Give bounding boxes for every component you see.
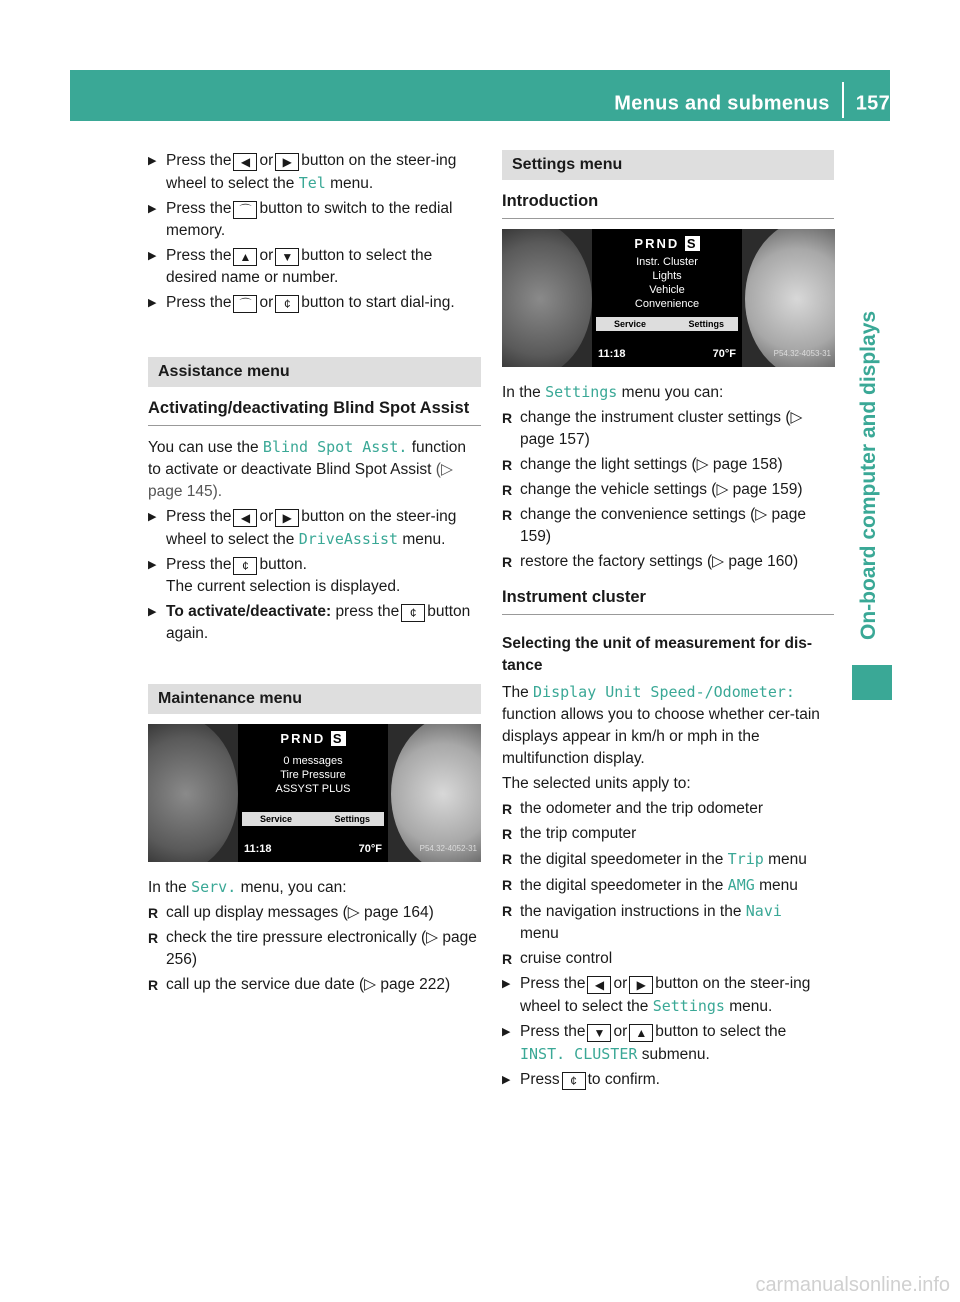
list-item: R call up display messages (▷ page 164) xyxy=(148,902,481,924)
distance-unit-heading: Selecting the unit of measurement for dis-tance xyxy=(502,635,813,674)
left-key: ◀ xyxy=(233,153,257,171)
assist-step-2: ▶ Press the ¢ button. The current selection is displayed. xyxy=(148,554,481,598)
section-title: Menus and submenus xyxy=(614,92,830,115)
tel-step-4: ▶ Press the ⌒ or ¢ button to start dial-ing. xyxy=(148,292,481,314)
down-key: ▼ xyxy=(275,248,299,266)
maintenance-intro: In the Serv. menu, you can: xyxy=(148,878,347,896)
units-apply-text: The selected units apply to: xyxy=(502,775,691,792)
settings-heading: Settings menu xyxy=(502,150,834,180)
instrument-step-2: ▶ Press the ▼ or ▲ button to select the INST. CLUSTER submenu. xyxy=(502,1021,834,1066)
list-item: R cruise control xyxy=(502,948,834,970)
assistance-heading: Assistance menu xyxy=(148,357,481,387)
chapter-tab-label: On-board computer and displays xyxy=(857,310,880,640)
blind-spot-intro: You can use the Blind Spot Asst. function to activate or deactivate Blind Spot Assist (▷ page 145). xyxy=(148,438,467,500)
phone-key: ⌒ xyxy=(233,201,257,219)
settings-intro: In the Settings menu you can: xyxy=(502,383,724,401)
up-key: ▲ xyxy=(233,248,257,266)
list-item: R change the instrument cluster settings (▷ page 157) xyxy=(502,407,834,451)
tel-step-3: ▶ Press the ▲ or ▼ button to select the desired name or number. xyxy=(148,245,481,289)
ok-key: ¢ xyxy=(275,295,299,313)
assist-step-3: ▶ To activate/deactivate: press the ¢ button again. xyxy=(148,601,481,645)
maintenance-cluster-image: PRND S 0 messages Tire Pressure ASSYST PLUS Service Settings 11:18 70°F P54.32-4052-31 xyxy=(148,724,481,862)
cluster-display: PRND S 0 messages Tire Pressure ASSYST PLUS Service Settings 11:18 70°F xyxy=(238,724,388,862)
tel-menu-code: Tel xyxy=(298,174,326,192)
instrument-cluster-subheading: Instrument cluster xyxy=(502,586,834,615)
list-item: R check the tire pressure electronically (▷ page 256) xyxy=(148,927,481,971)
instrument-step-1: ▶ Press the ◀ or ▶ button on the steer-ing wheel to select the Settings menu. xyxy=(502,973,834,1018)
assist-step-1: ▶ Press the ◀ or ▶ button on the steer-ing wheel to select the DriveAssist menu. xyxy=(148,506,481,551)
list-item: R the navigation instructions in the Navi menu xyxy=(502,900,834,945)
instrument-step-3: ▶ Press ¢ to confirm. xyxy=(502,1069,834,1091)
right-column xyxy=(502,150,834,1094)
phone-key: ⌒ xyxy=(233,295,257,313)
list-item: R call up the service due date (▷ page 222) xyxy=(148,974,481,996)
right-key: ▶ xyxy=(275,153,299,171)
settings-cluster-image: PRND S Instr. Cluster Lights Vehicle Convenience Service Settings 11:18 70°F P54.32-4053-31 xyxy=(502,229,835,367)
chapter-tab-marker xyxy=(852,665,892,700)
list-item: R the trip computer xyxy=(502,823,834,845)
maintenance-heading: Maintenance menu xyxy=(148,684,481,714)
cluster-display: PRND S Instr. Cluster Lights Vehicle Convenience Service Settings 11:18 70°F xyxy=(592,229,742,367)
list-item: R change the vehicle settings (▷ page 159) xyxy=(502,479,834,501)
list-item: R change the light settings (▷ page 158) xyxy=(502,454,834,476)
left-column xyxy=(148,150,481,999)
tel-step-2: ▶ Press the ⌒ button to switch to the redial memory. xyxy=(148,198,481,242)
page-number: 157 xyxy=(855,92,890,115)
speedometer-gauge xyxy=(502,229,592,367)
tel-step-1: ▶ Press the ◀ or ▶ button on the steer-ing wheel to select the Tel menu. xyxy=(148,150,481,195)
page-header xyxy=(614,86,890,122)
speedometer-gauge xyxy=(148,724,238,862)
watermark: carmanualsonline.info xyxy=(755,1274,950,1296)
list-item: R restore the factory settings (▷ page 160) xyxy=(502,551,834,573)
blind-spot-subheading: Activating/deactivating Blind Spot Assist xyxy=(148,397,481,426)
introduction-subheading: Introduction xyxy=(502,190,834,219)
header-divider xyxy=(842,82,844,118)
distance-unit-intro: The Display Unit Speed-/Odometer: function allows you to choose whether cer-tain displays appear in km/h or mph in the multifunction display. xyxy=(502,683,820,767)
list-item: R the digital speedometer in the AMG menu xyxy=(502,874,834,897)
list-item: R the digital speedometer in the Trip menu xyxy=(502,848,834,871)
list-item: R change the convenience settings (▷ page 159) xyxy=(502,504,834,548)
list-item: R the odometer and the trip odometer xyxy=(502,798,834,820)
